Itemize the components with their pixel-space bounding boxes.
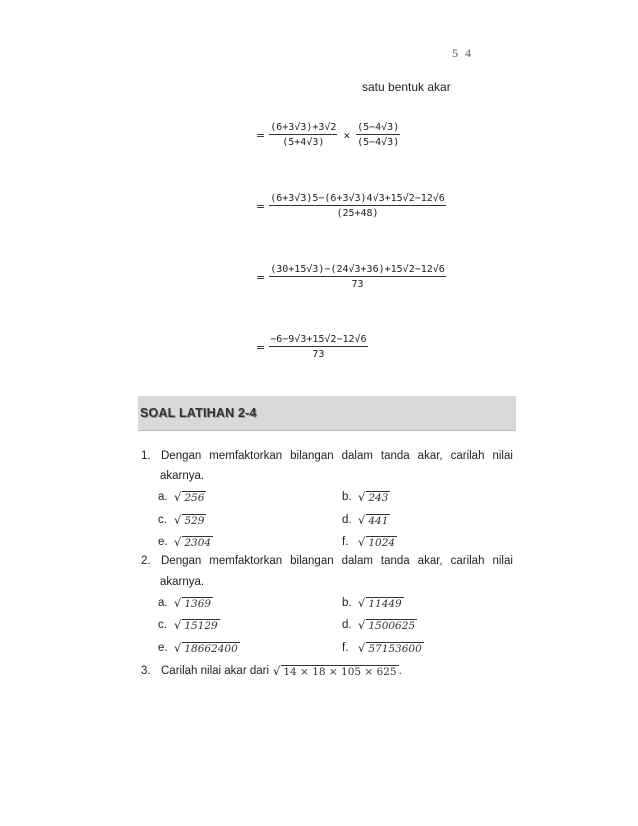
option-label: f.	[342, 642, 349, 654]
fraction-right	[356, 122, 400, 148]
sentence-end: .	[398, 665, 402, 677]
equals-sign: =	[256, 199, 266, 213]
problem-words	[161, 450, 513, 462]
option-1d	[342, 513, 390, 527]
radicand: 1369	[184, 597, 212, 610]
option-label: e.	[158, 536, 168, 548]
sqrt-icon: √	[358, 641, 366, 655]
equals-sign: =	[256, 340, 266, 354]
option-2f	[342, 641, 424, 655]
word: memfaktorkan	[209, 555, 283, 567]
word: nilai	[492, 555, 513, 567]
equation-3	[256, 264, 446, 290]
fraction	[269, 264, 446, 290]
word: dalam	[341, 555, 373, 567]
radicand: 1024	[368, 536, 396, 549]
radicand: 529	[184, 514, 205, 527]
option-1b	[342, 490, 390, 504]
sqrt-icon: √	[174, 513, 182, 527]
problem-number: 2.	[141, 555, 151, 567]
option-1c	[158, 513, 206, 527]
option-2a	[158, 596, 213, 610]
radicand: 2304	[184, 536, 212, 549]
option-2d	[342, 618, 417, 632]
option-label: c.	[158, 514, 167, 526]
radicand: 11449	[368, 597, 402, 610]
denominator: (5−4√3)	[357, 137, 400, 148]
option-2c	[158, 618, 220, 632]
problem-continuation: akarnya.	[160, 576, 205, 588]
word: Dengan	[161, 450, 202, 462]
option-label: b.	[342, 491, 352, 503]
word: memfaktorkan	[209, 450, 283, 462]
problem-number: 3.	[141, 665, 151, 677]
problem-text	[141, 555, 513, 567]
problem-number: 1.	[141, 450, 151, 462]
sqrt-icon: √	[174, 641, 182, 655]
option-2e	[158, 641, 240, 655]
option-label: d.	[342, 514, 352, 526]
problem-text: Carilah nilai akar dari	[161, 665, 270, 677]
word: dalam	[341, 450, 373, 462]
radicand: 1500625	[368, 619, 416, 632]
radicand: 57153600	[368, 642, 422, 655]
radicand: 18662400	[184, 642, 238, 655]
word: carilah	[450, 555, 485, 567]
word: Dengan	[161, 555, 202, 567]
fraction	[269, 334, 367, 360]
problem-1	[141, 450, 513, 462]
equation-1	[256, 122, 400, 148]
sqrt-icon: √	[174, 535, 182, 549]
word: carilah	[450, 450, 485, 462]
option-1f	[342, 535, 397, 549]
option-label: c.	[158, 619, 167, 631]
numerator: (5−4√3)	[357, 122, 400, 133]
sqrt-icon: √	[273, 664, 281, 678]
option-label: d.	[342, 619, 352, 631]
option-1a	[158, 490, 206, 504]
sqrt-icon: √	[358, 618, 366, 632]
equation-2	[256, 193, 446, 219]
section-header-bar	[138, 396, 516, 431]
equals-sign: =	[256, 270, 266, 284]
problem-text	[141, 450, 513, 462]
problem-2	[141, 555, 513, 567]
denominator: 73	[312, 349, 325, 360]
denominator: (25+48)	[336, 208, 379, 219]
radicand: 441	[368, 514, 389, 527]
option-label: a.	[158, 597, 168, 609]
word: bilangan	[290, 450, 334, 462]
equation-4	[256, 334, 368, 360]
sqrt-icon: √	[174, 618, 182, 632]
problem-words	[161, 555, 513, 567]
fraction-left	[269, 122, 337, 148]
sqrt-icon: √	[358, 490, 366, 504]
word: tanda	[380, 555, 410, 567]
radicand: 256	[184, 491, 205, 504]
word: bilangan	[290, 555, 334, 567]
option-1e	[158, 535, 213, 549]
word: tanda	[380, 450, 410, 462]
sqrt-icon: √	[358, 596, 366, 610]
sqrt-icon: √	[358, 513, 366, 527]
sqrt-icon: √	[174, 596, 182, 610]
option-label: a.	[158, 491, 168, 503]
page-number: 5 4	[452, 46, 473, 60]
radicand: 14 × 18 × 105 × 625	[283, 665, 397, 678]
sqrt-icon: √	[358, 535, 366, 549]
times-sign: ×	[343, 128, 351, 142]
denominator: 73	[351, 279, 364, 290]
problem-3	[141, 664, 402, 678]
word: nilai	[492, 450, 513, 462]
problem-continuation: akarnya.	[160, 470, 205, 482]
numerator: (6+3√3)+3√2	[270, 122, 337, 133]
radicand: 243	[368, 491, 389, 504]
numerator: (6+3√3)5−(6+3√3)4√3+15√2−12√6	[270, 193, 445, 204]
option-label: b.	[342, 597, 352, 609]
fraction	[269, 193, 446, 219]
numerator: −6−9√3+15√2−12√6	[270, 334, 367, 345]
equals-sign: =	[256, 128, 266, 142]
word: akar,	[417, 555, 443, 567]
intro-text: satu bentuk akar	[362, 80, 451, 94]
option-2b	[342, 596, 404, 610]
word: akar,	[417, 450, 443, 462]
sqrt-icon: √	[174, 490, 182, 504]
option-label: e.	[158, 642, 168, 654]
denominator: (5+4√3)	[282, 137, 325, 148]
numerator: (30+15√3)−(24√3+36)+15√2−12√6	[270, 264, 445, 275]
radicand: 15129	[184, 619, 218, 632]
option-label: f.	[342, 536, 349, 548]
section-title: SOAL LATIHAN 2-4	[140, 406, 257, 420]
